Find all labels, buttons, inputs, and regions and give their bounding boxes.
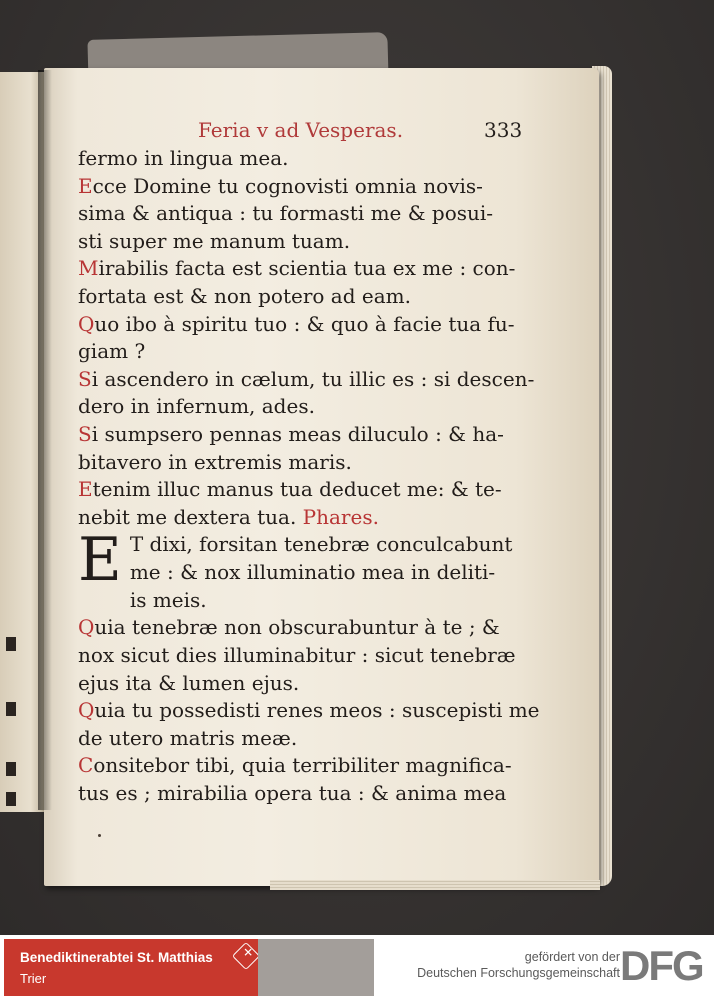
rubric: Q bbox=[78, 698, 95, 723]
text-segment: tus es ; mirabilia opera tua : & anima mea bbox=[78, 780, 507, 805]
page-header bbox=[198, 118, 523, 146]
text-line bbox=[78, 752, 518, 780]
rubric: Q bbox=[78, 615, 95, 640]
text-segment: nox sicut dies illuminabitur : sicut tenebræ bbox=[78, 642, 516, 667]
psalm-text bbox=[78, 145, 540, 807]
text-line: is meis. bbox=[129, 587, 207, 612]
page-number: 333 bbox=[484, 118, 523, 142]
text-line bbox=[78, 476, 518, 504]
text-segment: onsitebor tibi, quia terribiliter magnifica- bbox=[93, 753, 512, 778]
page-bottom-edges bbox=[270, 880, 600, 890]
rubric: C bbox=[78, 753, 94, 778]
text-line bbox=[78, 338, 518, 366]
text-line bbox=[78, 449, 518, 477]
rubric: Phares. bbox=[302, 504, 379, 529]
text-line bbox=[78, 228, 518, 256]
institution-badge bbox=[4, 939, 258, 996]
text-line: me : & nox illuminatio mea in deliti- bbox=[129, 559, 496, 584]
text-segment: fermo in lingua mea. bbox=[78, 146, 289, 170]
dfg-logo: DFG bbox=[620, 942, 703, 989]
text-block-1 bbox=[78, 145, 535, 531]
rubric: E bbox=[78, 173, 93, 198]
rubric: M bbox=[78, 256, 99, 281]
text-line bbox=[78, 504, 518, 532]
text-line bbox=[78, 283, 518, 311]
text-segment: de utero matris meæ. bbox=[78, 725, 298, 750]
text-segment: bitavero in extremis maris. bbox=[78, 449, 352, 474]
text-segment: giam ? bbox=[78, 339, 146, 364]
running-title: Feria v ad Vesperas. bbox=[198, 118, 404, 142]
text-line: T dixi, forsitan tenebræ conculcabunt bbox=[129, 532, 513, 557]
footer-grey-band bbox=[258, 939, 374, 996]
rubric: E bbox=[78, 477, 93, 502]
left-page-text-fragment bbox=[6, 702, 16, 716]
text-line bbox=[78, 255, 518, 283]
text-line bbox=[78, 421, 518, 449]
rubric: Q bbox=[78, 311, 95, 336]
text-line bbox=[78, 697, 540, 725]
text-segment: ejus ita & lumen ejus. bbox=[78, 670, 300, 695]
left-page-text-fragment bbox=[6, 762, 16, 776]
text-segment: tenim illuc manus tua deducet me: & te- bbox=[92, 477, 502, 502]
rubric: S bbox=[78, 421, 92, 446]
spine-shadow bbox=[38, 70, 52, 810]
left-page-text-fragment bbox=[6, 637, 16, 651]
text-segment: cce Domine tu cognovisti omnia novis- bbox=[92, 173, 483, 198]
text-block-2 bbox=[78, 614, 540, 807]
rubric: S bbox=[78, 366, 92, 391]
text-line bbox=[78, 725, 518, 753]
text-segment: irabilis facta est scientia tua ex me : con- bbox=[98, 256, 516, 281]
text-line bbox=[78, 366, 535, 394]
institution-name: Benediktinerabtei St. Matthias bbox=[20, 950, 213, 965]
footer-banner bbox=[0, 935, 714, 1000]
institution-city: Trier bbox=[20, 971, 47, 986]
text-line bbox=[78, 145, 518, 173]
text-line bbox=[78, 393, 518, 421]
text-segment: fortata est & non potero ad eam. bbox=[78, 283, 411, 308]
text-line bbox=[78, 614, 518, 642]
text-segment: dero in infernum, ades. bbox=[78, 394, 315, 419]
drop-cap-paragraph bbox=[78, 525, 518, 614]
text-line bbox=[78, 670, 518, 698]
text-segment: i sumpsero pennas meas diluculo : & ha- bbox=[91, 421, 504, 446]
text-line bbox=[78, 200, 518, 228]
text-line bbox=[78, 642, 518, 670]
left-page-text-fragment bbox=[6, 792, 16, 806]
funding-line: gefördert von der bbox=[524, 950, 620, 964]
funding-line: Deutschen Forschungsgemeinschaft bbox=[417, 966, 620, 980]
funding-note bbox=[417, 949, 620, 981]
ink-speck bbox=[98, 834, 101, 837]
text-segment: nebit me dextera tua. bbox=[78, 504, 303, 529]
text-segment: uo ibo à spiritu tuo : & quo à facie tua fu- bbox=[94, 311, 515, 336]
text-segment: uia tu possedisti renes meos : suscepisti me bbox=[94, 698, 540, 723]
text-segment: sti super me manum tuam. bbox=[78, 228, 351, 253]
text-line bbox=[78, 311, 518, 339]
text-line bbox=[78, 173, 518, 201]
drop-capital: E bbox=[78, 525, 122, 596]
abbey-logo-icon: ✕ bbox=[232, 942, 260, 970]
text-segment: uia tenebræ non obscurabuntur à te ; & bbox=[94, 615, 500, 640]
text-segment: i ascendero in cælum, tu illic es : si descen- bbox=[91, 366, 535, 391]
text-line bbox=[78, 780, 518, 808]
text-segment: sima & antiqua : tu formasti me & posui- bbox=[78, 201, 494, 226]
